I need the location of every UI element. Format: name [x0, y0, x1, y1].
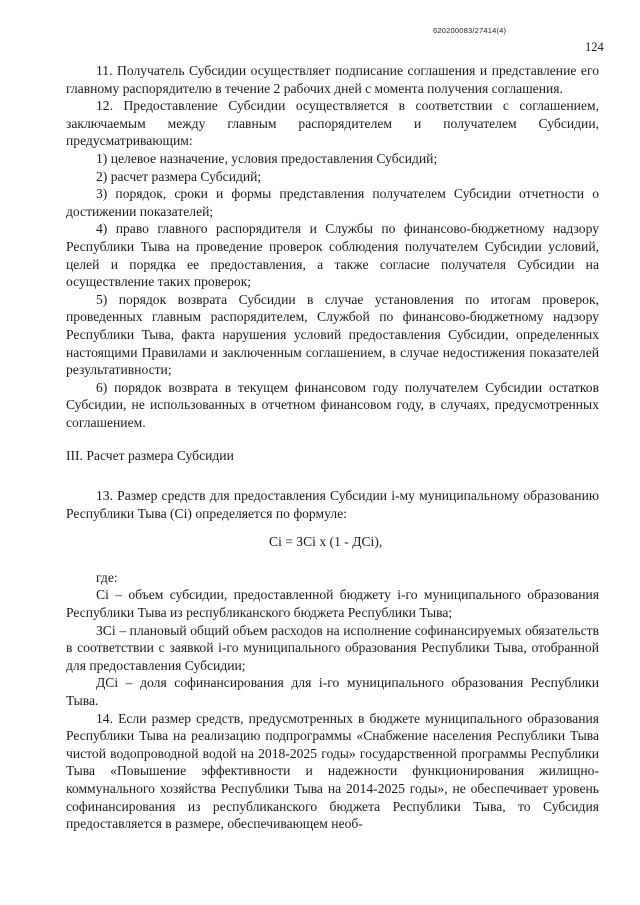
- document-code: 620200083/27414(4): [433, 26, 507, 35]
- definition-zci: ЗCi – плановый общий объем расходов на исполнение софинансируемых обязательств в соответствии с заявкой i-го муниципального образования Республики Тыва, отобранной для предоставления Субсидии;: [66, 622, 599, 673]
- section-heading: III. Расчет размера Субсидии: [66, 448, 234, 464]
- formula: Ci = ЗCi x (1 - ДCi),: [269, 534, 383, 550]
- list-item: 4) право главного распорядителя и Службы по финансово-бюджетному надзору Республики Тыва на проведение проверок соблюдения получателем Субсидии условий, целей и порядка ее предоставления, а также согласие получателя Субсидии на осуществление таких проверок;: [66, 221, 599, 290]
- document-body: [66, 62, 599, 833]
- list-item: 5) порядок возврата Субсидии в случае установления по итогам проверок, проведенных главным распорядителем, Службой по финансово-бюджетному надзору Республики Тыва, факта нарушения условий предоставления Субсидии, определенных настоящими Правилами и заключенным соглашением, в случае недостижения показателей результативности;: [66, 291, 599, 378]
- definition-dci: ДCi – доля софинансирования для i-го муниципального образования Республики Тыва.: [66, 675, 599, 708]
- list-item: 1) целевое назначение, условия предоставления Субсидий;: [96, 150, 438, 166]
- paragraph-14: 14. Если размер средств, предусмотренных в бюджете муниципального образования Республики Тыва на реализацию подпрограммы «Снабжение населения Республики Тыва чистой водопроводной водой на 2018-2025 годы» государственной программы Республики Тыва «Повышение эффективности и надежности функционирования жилищно-коммунального хозяйства Республики Тыва на 2014-2025 годы», не обеспечивает уровень софинансирования из республиканского бюджета Республики Тыва, то Субсидия предоставляется в размере, обеспечивающем необ-: [66, 710, 599, 832]
- definition-ci: Ci – объем субсидии, предоставленной бюджету i-го муниципального образования Республики Тыва из республиканского бюджета Республики Тыва;: [66, 587, 599, 621]
- paragraph-11: 11. Получатель Субсидии осуществляет подписание соглашения и представление его главному распорядителю в течение 2 рабочих дней с момента получения соглашения.: [66, 63, 599, 96]
- where-label: где:: [96, 569, 118, 585]
- list-item: 6) порядок возврата в текущем финансовом году получателем Субсидии остатков Субсидии, не использованных в отчетном финансовом году, в случаях, предусмотренных соглашением.: [66, 379, 599, 430]
- paragraph-12: 12. Предоставление Субсидии осуществляется в соответствии с соглашением, заключаемым между главным распорядителем и получателем Субсидии, предусматривающим:: [66, 98, 599, 149]
- list-item: 2) расчет размера Субсидий;: [96, 168, 262, 184]
- page-number: 124: [585, 40, 604, 54]
- paragraph-13: 13. Размер средств для предоставления Субсидии i-му муниципальному образованию Республики Тыва (Ci) определяется по формуле:: [66, 488, 599, 521]
- list-item: 3) порядок, сроки и формы представления получателем Субсидии отчетности о достижении показателей;: [66, 186, 599, 219]
